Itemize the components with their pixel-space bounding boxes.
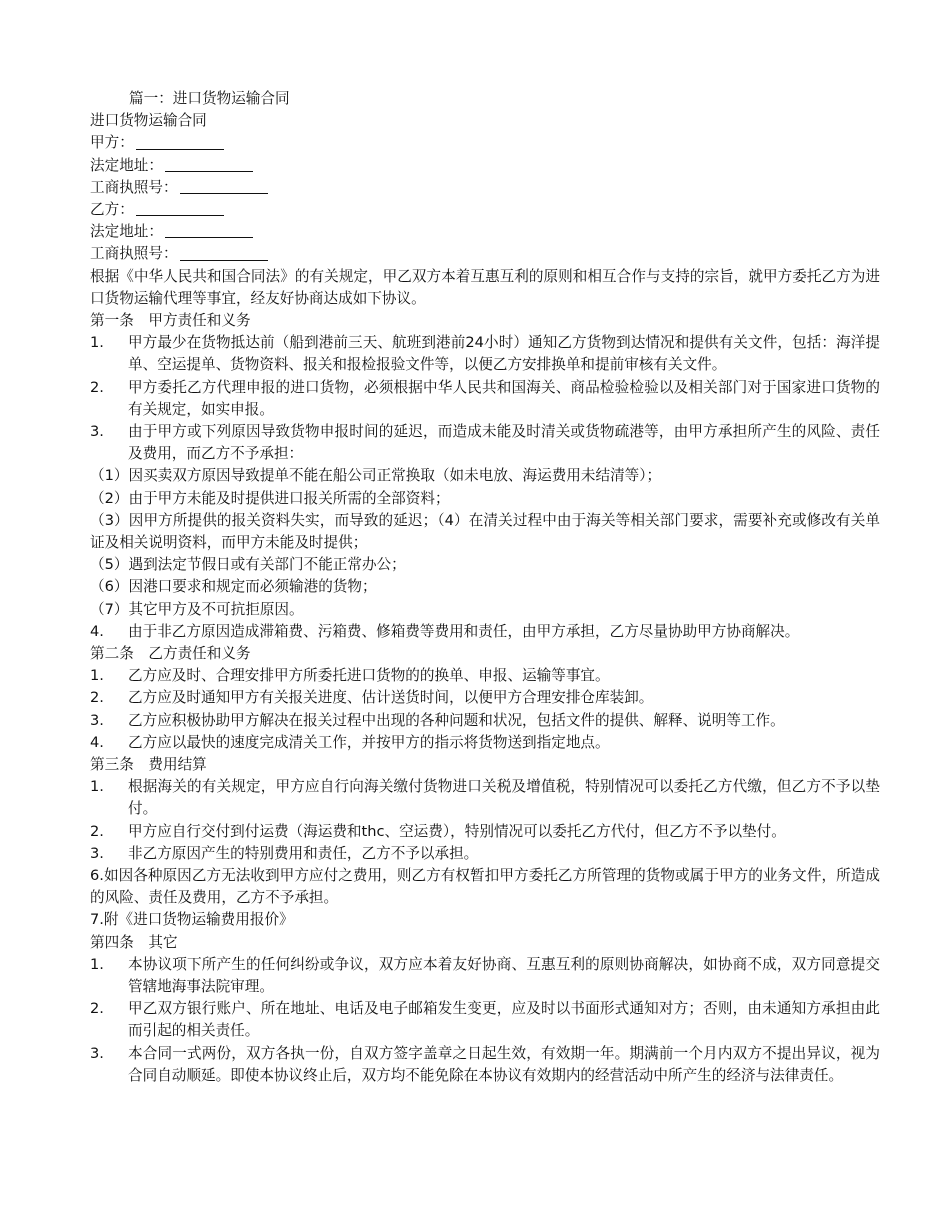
article-1-heading: 第一条 甲方责任和义务 — [90, 311, 251, 329]
blank-line — [165, 170, 253, 172]
article-1-item-2 — [90, 377, 880, 421]
article-1-sub-1: （1）因买卖双方原因导致提单不能在船公司正常换取（如未电放、海运费用未结清等）； — [90, 467, 662, 485]
article-1-sub-6: （6）因港口要求和规定而必须输港的货物； — [90, 578, 377, 596]
article-1-item-3 — [90, 421, 880, 465]
field-label: 工商执照号： — [90, 245, 178, 263]
article-3-paragraph-7: 7.附《进口货物运输费用报价》 — [90, 911, 294, 929]
item-text: 由于非乙方原因造成滞箱费、污箱费、修箱费等费用和责任，由甲方承担，乙方尽量协助甲方协商解决。 — [128, 622, 800, 640]
blank-line — [165, 236, 253, 238]
party-a-name-field — [90, 132, 880, 154]
field-label: 法定地址： — [90, 223, 163, 241]
article-1-sub-2: （2）由于甲方未能及时提供进口报关所需的全部资料； — [90, 489, 450, 507]
document-page — [90, 88, 880, 1087]
item-text: 甲方应自行交付到付运费（海运费和thc、空运费），特别情况可以委托乙方代付，但乙方不予以垫付。 — [128, 822, 786, 840]
item-text: 非乙方原因产生的特别费用和责任，乙方不予以承担。 — [128, 844, 479, 862]
blank-line — [180, 192, 268, 194]
item-number: 3. — [90, 1044, 104, 1062]
item-number: 2. — [90, 378, 104, 396]
item-text: 根据海关的有关规定，甲方应自行向海关缴付货物进口关税及增值税，特别情况可以委托乙方代缴，但乙方不予以垫付。 — [128, 778, 880, 818]
article-1-sub-7: （7）其它甲方及不可抗拒原因。 — [90, 600, 304, 618]
item-number: 2. — [90, 822, 104, 840]
preamble: 根据《中华人民共和国合同法》的有关规定，甲乙双方本着互惠互利的原则和相互合作与支持的宗旨，就甲方委托乙方为进口货物运输代理等事宜，经友好协商达成如下协议。 — [90, 267, 880, 307]
blank-line — [180, 259, 268, 261]
blank-line — [136, 148, 224, 150]
article-2-item-3 — [90, 710, 880, 732]
article-1-sub-5: （5）遇到法定节假日或有关部门不能正常办公； — [90, 556, 406, 574]
item-number: 1. — [90, 334, 104, 352]
article-3-item-2 — [90, 821, 880, 843]
item-text: 乙方应及时、合理安排甲方所委托进口货物的的换单、申报、运输等事宜。 — [128, 667, 610, 685]
article-3-heading: 第三条 费用结算 — [90, 756, 207, 773]
party-a-license-field — [90, 177, 880, 199]
article-2-item-2 — [90, 687, 880, 709]
party-b-license-field — [90, 243, 880, 265]
field-label: 法定地址： — [90, 156, 163, 174]
item-number: 3. — [90, 844, 104, 862]
document-title: 篇一：进口货物运输合同 — [129, 90, 290, 107]
article-2-item-1 — [90, 665, 880, 687]
item-text: 本合同一式两份，双方各执一份，自双方签字盖章之日起生效，有效期一年。期满前一个月内双方不提出异议，视为合同自动顺延。即使本协议终止后，双方均不能免除在本协议有效期内的经营活动中所产生的经济与法律责任。 — [128, 1044, 880, 1084]
item-number: 2. — [90, 1000, 104, 1018]
article-4-item-1 — [90, 954, 880, 998]
article-4-item-2 — [90, 998, 880, 1042]
item-text: 本协议项下所产生的任何纠纷或争议，双方应本着友好协商、互惠互利的原则协商解决，如协商不成，双方同意提交管辖地海事法院审理。 — [128, 955, 880, 996]
article-4-heading: 第四条 其它 — [90, 933, 178, 951]
article-4-item-3 — [90, 1043, 880, 1087]
item-number: 2. — [90, 689, 104, 707]
item-number: 1. — [90, 667, 104, 685]
party-b-address-field — [90, 221, 880, 243]
item-number: 1. — [90, 778, 104, 796]
item-number: 3. — [90, 711, 104, 729]
field-label: 乙方： — [90, 200, 134, 218]
field-label: 工商执照号： — [90, 178, 178, 196]
item-number: 3. — [90, 422, 104, 440]
item-number: 4. — [90, 733, 104, 751]
item-text: 乙方应以最快的速度完成清关工作，并按甲方的指示将货物送到指定地点。 — [128, 733, 610, 751]
article-3-paragraph-6: 6.如因各种原因乙方无法收到甲方应付之费用，则乙方有权暂扣甲方委托乙方所管理的货物或属于甲方的业务文件，所造成的风险、责任及费用，乙方不予承担。 — [90, 867, 880, 907]
article-1-item-4 — [90, 621, 880, 643]
article-1-sub-3: （3）因甲方所提供的报关资料失实，而导致的延迟；（4）在清关过程中由于海关等相关部门要求，需要补充或修改有关单证及相关说明资料，而甲方未能及时提供； — [90, 511, 880, 551]
item-text: 甲乙双方银行账户、所在地址、电话及电子邮箱发生变更，应及时以书面形式通知对方；否则，由未通知方承担由此而引起的相关责任。 — [128, 1000, 880, 1040]
article-3-item-1 — [90, 776, 880, 820]
article-2-heading: 第二条 乙方责任和义务 — [90, 644, 251, 662]
article-3-item-3 — [90, 843, 880, 865]
item-text: 由于甲方或下列原因导致货物申报时间的延迟，而造成未能及时清关或货物疏港等，由甲方承担所产生的风险、责任及费用，而乙方不予承担： — [128, 422, 880, 463]
contract-title: 进口货物运输合同 — [90, 112, 207, 130]
item-text: 乙方应及时通知甲方有关报关进度、估计送货时间，以便甲方合理安排仓库装卸。 — [128, 689, 654, 707]
item-text: 甲方最少在货物抵达前（船到港前三天、航班到港前24小时）通知乙方货物到达情况和提供有关文件，包括：海洋提单、空运提单、货物资料、报关和报检报验文件等，以便乙方安排换单和提前审核有关文件。 — [128, 334, 880, 374]
field-label: 甲方： — [90, 134, 134, 152]
party-a-address-field — [90, 155, 880, 177]
item-number: 4. — [90, 622, 104, 640]
party-b-name-field — [90, 199, 880, 221]
item-number: 1. — [90, 955, 104, 973]
item-text: 乙方应积极协助甲方解决在报关过程中出现的各种问题和状况，包括文件的提供、解释、说明等工作。 — [128, 711, 785, 729]
blank-line — [136, 214, 224, 216]
article-2-item-4 — [90, 732, 880, 754]
article-1-item-1 — [90, 332, 880, 376]
item-text: 甲方委托乙方代理申报的进口货物，必须根据中华人民共和国海关、商品检验检验以及相关部门对于国家进口货物的有关规定，如实申报。 — [128, 378, 880, 418]
